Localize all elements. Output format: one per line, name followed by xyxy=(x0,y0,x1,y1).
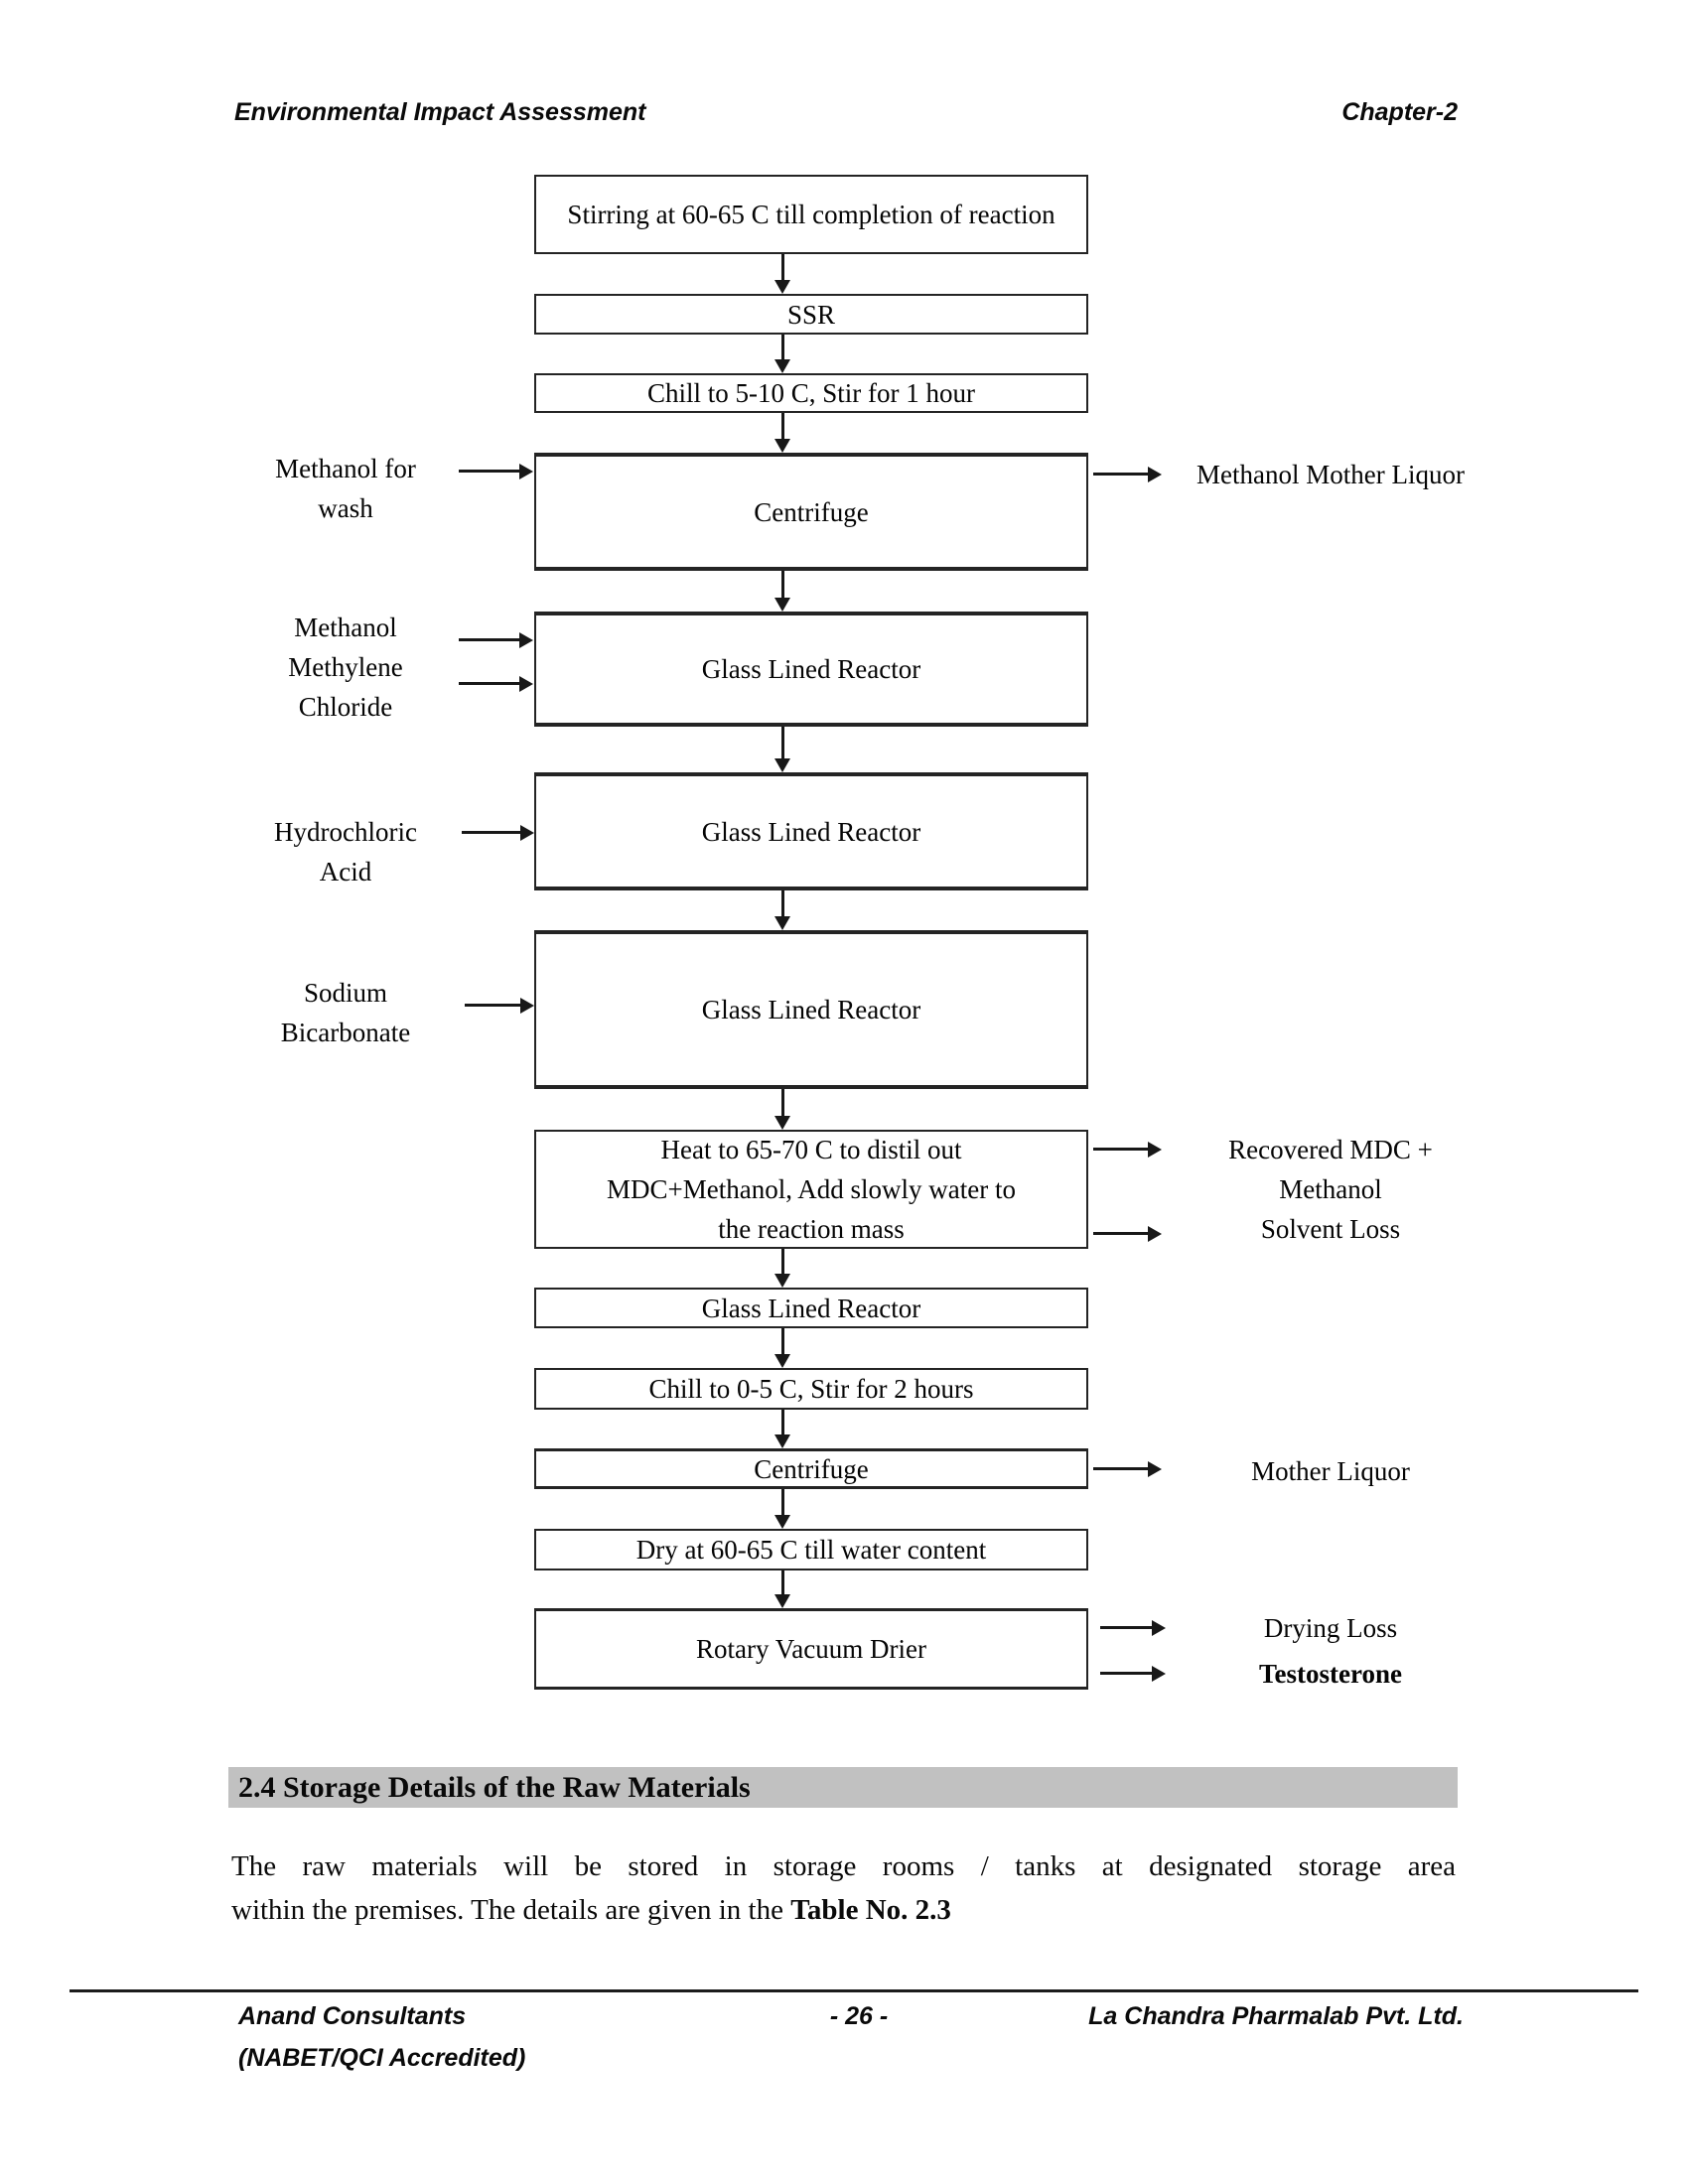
arrow-right-icon xyxy=(459,682,519,685)
arrow-down-icon xyxy=(781,1570,784,1594)
input-label-methanol: Methanol xyxy=(294,613,397,642)
footer-page-number: - 26 - xyxy=(829,2002,889,2030)
arrow-right-icon xyxy=(459,470,519,473)
flow-box-glass-lined-reactor-3: Glass Lined Reactor xyxy=(534,930,1088,1089)
table-reference: Table No. 2.3 xyxy=(790,1894,951,1926)
header-title: Environmental Impact Assessment xyxy=(234,98,646,126)
flow-box-heat-distil xyxy=(534,1130,1088,1249)
flow-box-rotary-vacuum-drier: Rotary Vacuum Drier xyxy=(534,1608,1088,1690)
header-chapter: Chapter-2 xyxy=(1341,98,1458,126)
arrow-right-icon xyxy=(1093,1148,1148,1151)
heat-line-2: MDC+Methanol, Add slowly water to xyxy=(607,1174,1016,1204)
output-label-solvent-loss: Solvent Loss xyxy=(1260,1214,1401,1244)
arrow-down-icon xyxy=(781,413,784,439)
flow-box-glass-lined-reactor-1: Glass Lined Reactor xyxy=(534,612,1088,727)
output-label-drying-loss: Drying Loss xyxy=(1263,1613,1398,1643)
arrow-right-icon xyxy=(459,638,519,641)
arrow-down-icon xyxy=(781,1328,784,1354)
arrow-down-icon xyxy=(781,254,784,280)
footer-company: La Chandra Pharmalab Pvt. Ltd. xyxy=(1088,2002,1464,2030)
input-label-methylene-chloride: Methylene Chloride xyxy=(288,652,403,722)
flow-box-chill-1: Chill to 5-10 C, Stir for 1 hour xyxy=(534,373,1088,413)
arrow-right-icon xyxy=(462,831,520,834)
output-label-testosterone: Testosterone xyxy=(1259,1659,1402,1689)
arrow-right-icon xyxy=(1100,1672,1152,1675)
paragraph-line-2-text: within the premises. The details are given in the xyxy=(231,1894,791,1926)
arrow-right-icon xyxy=(1100,1626,1152,1629)
output-label-recovered-mdc-methanol: Recovered MDC + Methanol xyxy=(1228,1135,1433,1204)
arrow-right-icon xyxy=(1093,1467,1148,1470)
input-label-hydrochloric-acid: Hydrochloric Acid xyxy=(274,817,417,887)
paragraph-line-1: The raw materials will be stored in storage rooms / tanks at designated storage area xyxy=(231,1850,1456,1882)
flow-box-dry: Dry at 60-65 C till water content xyxy=(534,1529,1088,1570)
input-label-methanol-for-wash: Methanol for wash xyxy=(275,454,416,523)
output-label-recovered-solvent xyxy=(1192,1130,1470,1249)
output-label-mother-liquor: Mother Liquor xyxy=(1251,1456,1410,1486)
output-label-drier-products xyxy=(1192,1608,1470,1694)
heat-line-1: Heat to 65-70 C to distil out xyxy=(660,1135,962,1164)
flow-box-ssr: SSR xyxy=(534,294,1088,335)
arrow-down-icon xyxy=(781,1410,784,1434)
arrow-down-icon xyxy=(781,1249,784,1274)
flow-box-chill-2: Chill to 0-5 C, Stir for 2 hours xyxy=(534,1368,1088,1410)
footer-consultant: Anand Consultants xyxy=(238,2002,467,2030)
flow-box-glass-lined-reactor-2: Glass Lined Reactor xyxy=(534,772,1088,890)
arrow-down-icon xyxy=(781,1489,784,1515)
flow-box-stirring: Stirring at 60-65 C till completion of reaction xyxy=(534,175,1088,254)
footer-accreditation: (NABET/QCI Accredited) xyxy=(238,2044,526,2072)
output-label-methanol-mother-liquor: Methanol Mother Liquor xyxy=(1196,460,1465,489)
paragraph-line-2 xyxy=(231,1888,1456,1932)
arrow-down-icon xyxy=(781,571,784,598)
arrow-down-icon xyxy=(781,727,784,758)
flow-box-centrifuge-1: Centrifuge xyxy=(534,453,1088,571)
input-label-methanol-methylene-chloride xyxy=(246,608,445,727)
arrow-right-icon xyxy=(465,1004,520,1007)
arrow-down-icon xyxy=(781,335,784,359)
arrow-right-icon xyxy=(1093,1232,1148,1235)
input-label-sodium-bicarbonate: Sodium Bicarbonate xyxy=(280,978,411,1047)
flow-box-glass-lined-reactor-4: Glass Lined Reactor xyxy=(534,1288,1088,1328)
arrow-down-icon xyxy=(781,890,784,916)
arrow-right-icon xyxy=(1093,473,1148,476)
heat-line-3: the reaction mass xyxy=(718,1214,905,1244)
section-heading: 2.4 Storage Details of the Raw Materials xyxy=(228,1767,1458,1808)
arrow-down-icon xyxy=(781,1089,784,1116)
flow-box-centrifuge-2: Centrifuge xyxy=(534,1448,1088,1489)
body-paragraph xyxy=(231,1844,1456,1932)
footer-divider xyxy=(70,1989,1638,1992)
